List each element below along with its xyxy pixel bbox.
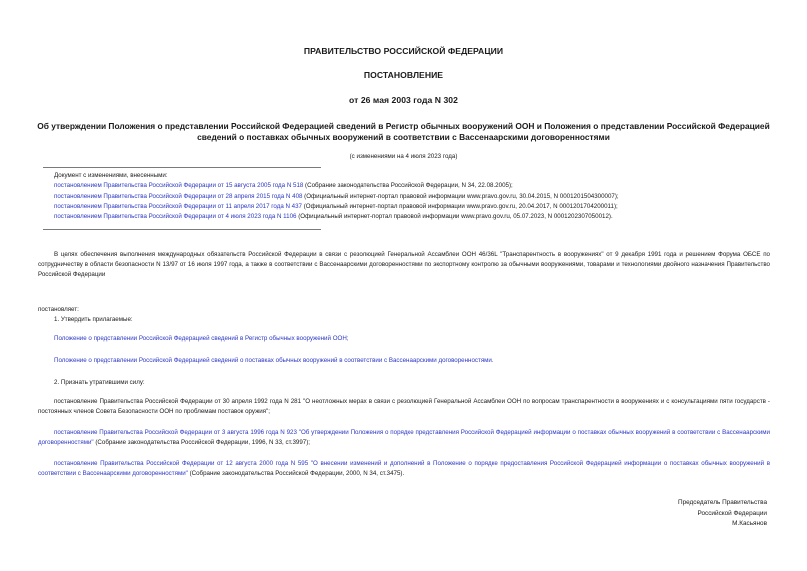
- signature-country: Российской Федерации: [697, 509, 767, 517]
- amendment-source: (Официальный интернет-портал правовой информации www.pravo.gov.ru, 05.07.2023, N 0001202307050012).: [296, 213, 613, 220]
- item-1: 1. Утвердить прилагаемые:: [54, 316, 133, 323]
- amendment-item: [54, 202, 618, 212]
- repealed-item: [38, 428, 770, 448]
- signature-block: [678, 498, 767, 530]
- date-number-heading: от 26 мая 2003 года N 302: [349, 95, 458, 105]
- preamble: В целях обеспечения выполнения международных обязательств Российской Федерации в связи с резолюцией Генеральной Ассамблеи ООН 46/36L "Транспарентность в вооружениях" от 9 декабря 1991 года и решением Форума ОБСЕ по сотрудничеству в области безопасности N 13/97 от 16 июля 1997 года, а также в соответствии с Вассенаарскими договоренностями по экспортному контролю за обычными вооружениями, товарами и технологиями двойного назначения Правительство Российской Федерации: [38, 251, 770, 278]
- amendment-link[interactable]: постановлением Правительства Российской Федерации от 11 апреля 2017 года N 437: [54, 203, 302, 210]
- repealed-source: (Собрание законодательства Российской Федерации, 1996, N 33, ст.3997);: [93, 438, 310, 446]
- amendment-item: [54, 181, 513, 191]
- repealed-link[interactable]: постановление Правительства Российской Федерации от 3 августа 1996 года N 923 "Об утверждении Положения о порядке представления Российской Федерацией информации о поставках обычных вооружений в соответствии с Вассенаарскими договоренностями": [38, 429, 770, 446]
- signature-position: Председатель Правительства: [678, 499, 767, 506]
- changes-note: (с изменениями на 4 июля 2023 года): [349, 153, 458, 160]
- amendment-item: [54, 212, 613, 222]
- approved-regulation-link[interactable]: Положение о представлении Российской Федерацией сведений о поставках обычных вооружений в соответствии с Вассенаарскими договоренностями.: [54, 357, 494, 364]
- repealed-item: [38, 459, 770, 479]
- divider-bottom: [43, 229, 321, 230]
- amendment-source: (Официальный интернет-портал правовой информации www.pravo.gov.ru, 20.04.2017, N 0001201704200011);: [302, 203, 618, 210]
- divider-top: [43, 167, 321, 168]
- government-heading: ПРАВИТЕЛЬСТВО РОССИЙСКОЙ ФЕДЕРАЦИИ: [303, 46, 504, 56]
- decrees-text: постановляет:: [38, 306, 79, 313]
- document-type-heading: ПОСТАНОВЛЕНИЕ: [363, 70, 444, 80]
- amendment-item: [54, 192, 619, 202]
- amendment-link[interactable]: постановлением Правительства Российской Федерации от 28 апреля 2015 года N 408: [54, 193, 303, 200]
- item-2: 2. Признать утратившими силу:: [54, 379, 145, 386]
- repealed-item: [38, 397, 770, 417]
- document-title: Об утверждении Положения о представлении Российской Федерацией сведений в Регистр обычных вооружений ООН и Положения о представлении Российской Федерацией сведений о поставках обычных вооружений в соответствии с Вассенаарскими договоренностями: [37, 121, 770, 142]
- amendment-source: (Официальный интернет-портал правовой информации www.pravo.gov.ru, 30.04.2015, N 0001201504300007);: [302, 193, 619, 200]
- amendments-intro: Документ с изменениями, внесенными:: [54, 172, 168, 179]
- signature-name: М.Касьянов: [732, 520, 767, 528]
- approved-regulation-link[interactable]: Положение о представлении Российской Федерацией сведений в Регистр обычных вооружений ООН;: [54, 335, 349, 342]
- repealed-text: постановление Правительства Российской Федерации от 30 апреля 1992 года N 281 "О неотложных мерах в связи с резолюцией Генеральной Ассамблеи ООН по вопросам транспарентности в вооружениях и с консультациями пяти государств - постоянных членов Совета Безопасности ООН по проблемам поставок оружия";: [38, 398, 770, 415]
- amendment-source: (Собрание законодательства Российской Федерации, N 34, 22.08.2005);: [303, 182, 513, 189]
- amendment-link[interactable]: постановлением Правительства Российской Федерации от 15 августа 2005 года N 518: [54, 182, 304, 189]
- repealed-link[interactable]: постановление Правительства Российской Федерации от 12 августа 2000 года N 595 "О внесении изменений и дополнений в Положение о порядке предоставления Российской Федерацией информации о поставках обычных вооружений в соответствии с Вассенаарскими договоренностями": [38, 460, 770, 477]
- repealed-source: (Собрание законодательства Российской Федерации, 2000, N 34, ст.3475).: [187, 469, 405, 477]
- amendment-link[interactable]: постановлением Правительства Российской Федерации от 4 июля 2023 года N 1106: [54, 213, 297, 220]
